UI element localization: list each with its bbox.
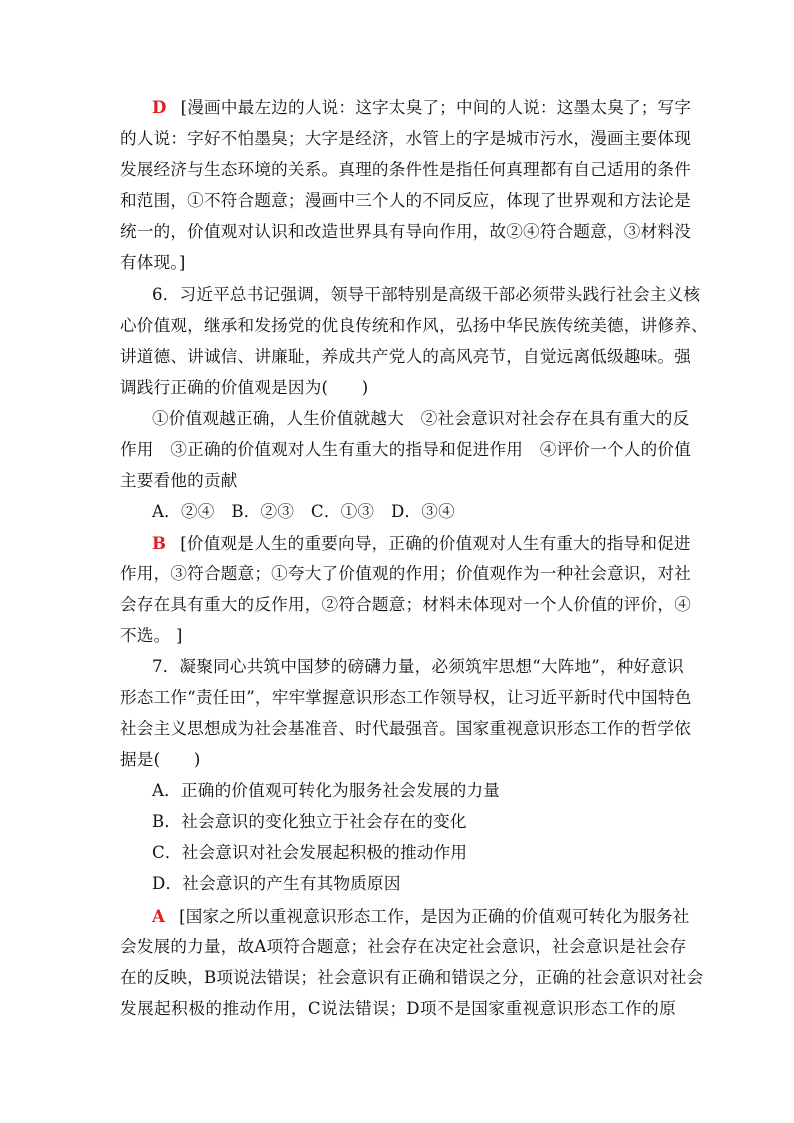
q7-option-b: B．社会意识的变化独立于社会存在的变化 [152,812,467,831]
q7-explanation-line-2: 会发展的力量，故A项符合题意；社会存在决定社会意识，社会意识是社会存 [120,937,687,956]
q5-answer-letter: D [152,97,167,117]
q7-explanation-line-3: 在的反映，B项说法错误；社会意识有正确和错误之分，正确的社会意识对社会 [120,968,704,987]
q6-stem-line-3: 讲道德、讲诚信、讲廉耻，养成共产党人的高风亮节，自觉远离低级趣味。强 [120,347,691,366]
q7-explanation-line-1: A [国家之所以重视意识形态工作，是因为正确的价值观可转化为服务社 [152,906,690,926]
q6-statement-line-1: ①价值观越正确，人生价值就越大 ②社会意识对社会存在具有重大的反 [152,409,690,428]
q6-statement-line-3: 主要看他的贡献 [120,471,238,490]
q6-explanation-line-4: 不选。 ] [120,626,183,645]
q6-explanation-line-3: 会存在具有重大的反作用，②符合题意；材料未体现对一个人价值的评价，④ [120,595,691,614]
q5-explanation-line-1: D [漫画中最左边的人说：这字太臭了；中间的人说：这墨太臭了；写字 [152,97,692,117]
q5-explanation-line-3: 发展经济与生态环境的关系。真理的条件性是指任何真理都有自己适用的条件 [120,160,691,179]
q6-stem-line-1: 6．习近平总书记强调，领导干部特别是高级干部必须带头践行社会主义核 [152,285,701,304]
q6-stem-line-2: 心价值观，继承和发扬党的优良传统和作风，弘扬中华民族传统美德，讲修养、 [120,316,708,335]
q6-stem-line-4: 调践行正确的价值观是因为( ) [120,378,369,397]
q7-answer-letter: A [152,906,166,926]
q7-option-c: C．社会意识对社会发展起积极的推动作用 [152,843,468,862]
q7-explanation-line-4: 发展起积极的推动作用，C说法错误；D项不是国家重视意识形态工作的原 [120,999,676,1018]
q6-options: A．②④ B．②③ C．①③ D．③④ [152,502,455,521]
q5-explanation-line-4: 和范围，①不符合题意；漫画中三个人的不同反应，体现了世界观和方法论是 [120,191,691,210]
q7-option-d: D．社会意识的产生有其物质原因 [152,874,401,893]
q5-explanation-line-5: 统一的，价值观对认识和改造世界具有导向作用，故②④符合题意，③材料没 [120,222,691,241]
q6-explanation-line-1: B [价值观是人生的重要向导，正确的价值观对人生有重大的指导和促进 [152,533,691,553]
q7-stem-line-2: 形态工作“责任田”，牢牢掌握意识形态工作领导权，让习近平新时代中国特色 [120,688,692,707]
q6-answer-letter: B [152,533,167,553]
q5-explanation-line-2: 的人说：字好不怕墨臭；大字是经济，水管上的字是城市污水，漫画主要体现 [120,129,691,148]
q7-option-a: A．正确的价值观可转化为服务社会发展的力量 [152,781,501,800]
q7-stem-line-1: 7．凝聚同心共筑中国梦的磅礴力量，必须筑牢思想“大阵地”，种好意识 [152,657,684,676]
q5-explanation-line-6: 有体现。] [120,253,186,272]
q7-stem-line-4: 据是( ) [120,750,201,769]
q6-explanation-line-2: 作用，③符合题意；①夸大了价值观的作用；价值观作为一种社会意识，对社 [120,564,691,583]
q7-stem-line-3: 社会主义思想成为社会基准音、时代最强音。国家重视意识形态工作的哲学依 [120,719,691,738]
q6-statement-line-2: 作用 ③正确的价值观对人生有重大的指导和促进作用 ④评价一个人的价值 [120,440,691,459]
